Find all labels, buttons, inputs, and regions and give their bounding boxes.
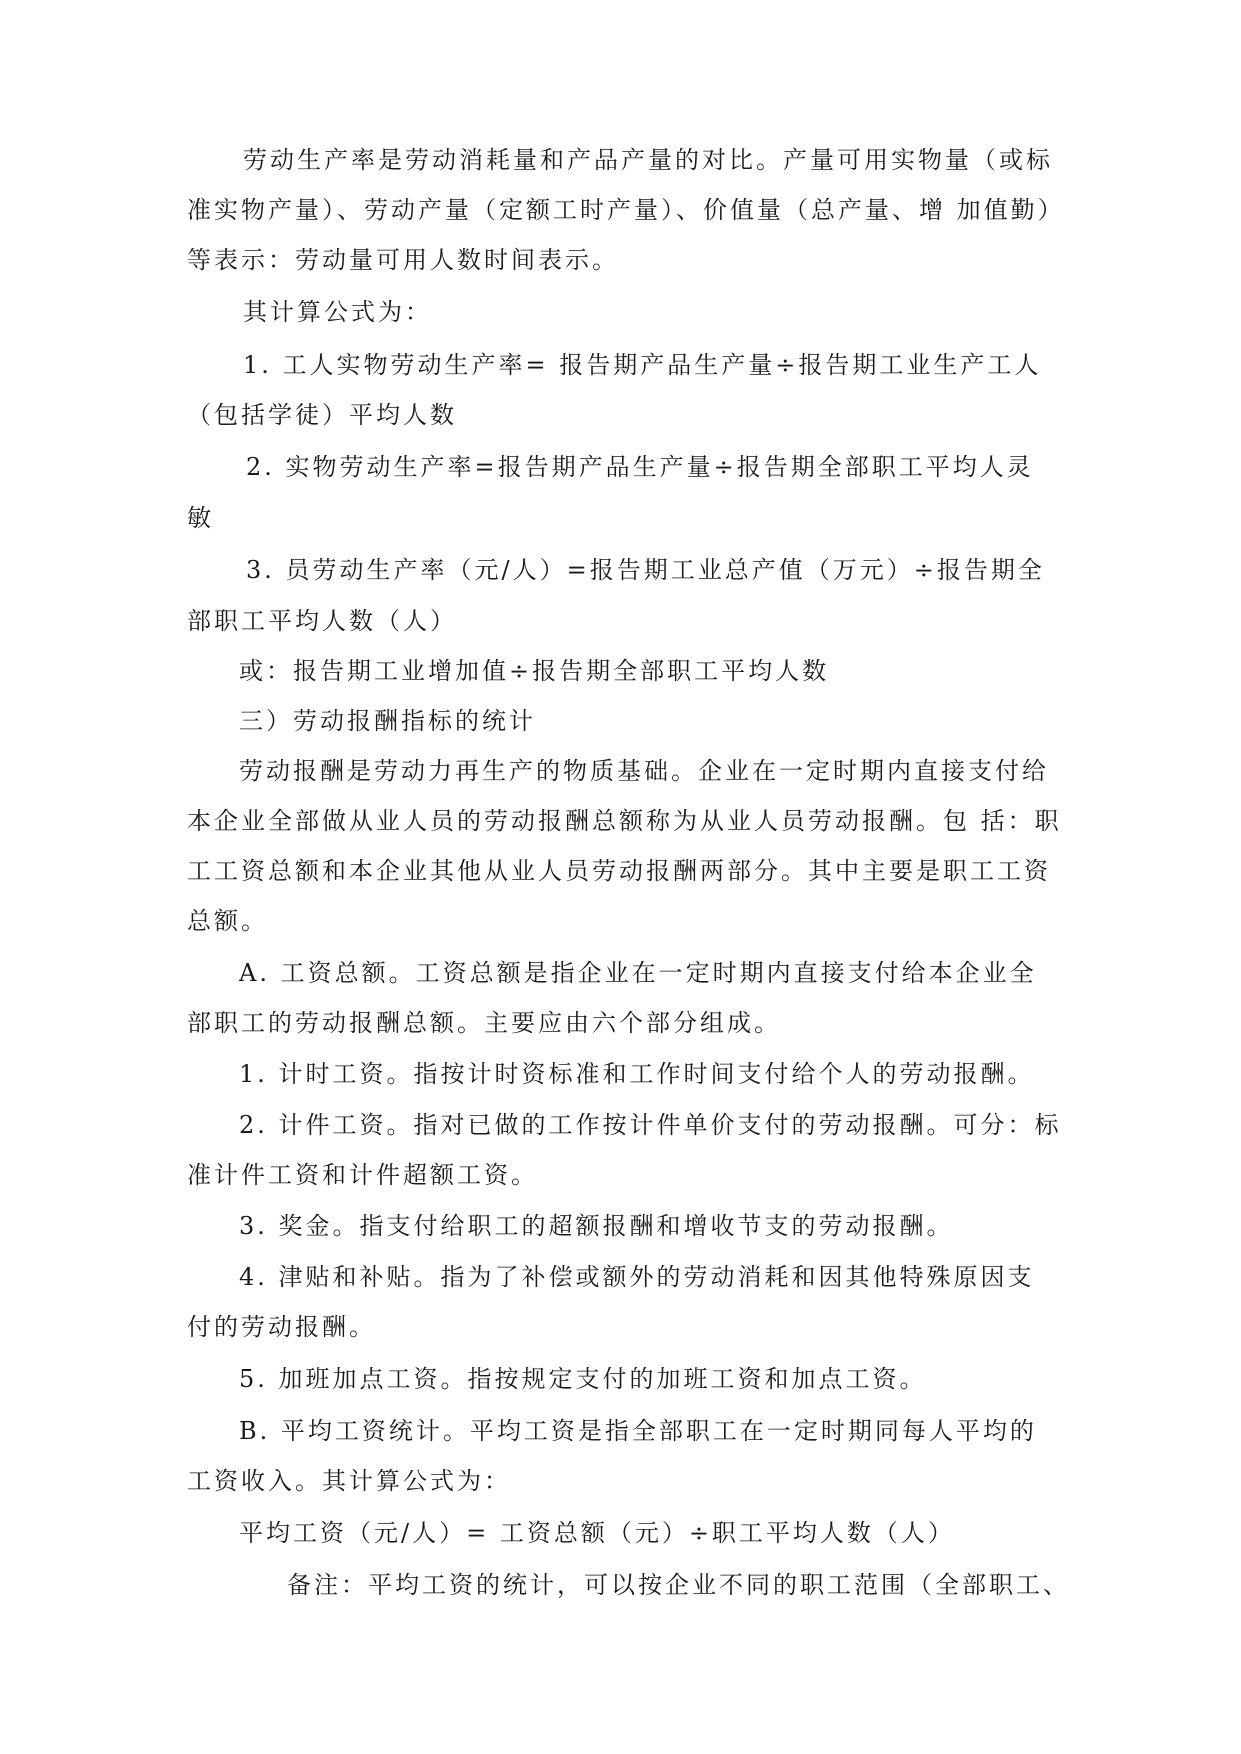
formula-line: 平均工资（元/人）= 工资总额（元）÷职工平均人数（人）: [239, 1519, 955, 1547]
text-line: 劳动生产率是劳动消耗量和产品产量的对比。产量可用实物量（或标: [243, 146, 1053, 174]
text-line: B. 平均工资统计。平均工资是指全部职工在一定时期同每人平均的: [239, 1417, 1037, 1445]
text-line: 工工资总额和本企业其他从业人员劳动报酬两部分。其中主要是职工工资: [187, 857, 1051, 885]
text-line: （包括学徒）平均人数: [187, 401, 457, 429]
text-line: 1. 工人实物劳动生产率= 报告期产品生产量÷报告期工业生产工人: [243, 351, 1042, 379]
text-line: 劳动报酬是劳动力再生产的物质基础。企业在一定时期内直接支付给: [239, 757, 1049, 785]
text-line: 部职工平均人数（人）: [187, 607, 457, 635]
text-line: 总额。: [187, 907, 268, 935]
text-line: 敏: [187, 504, 214, 532]
text-line: 或：报告期工业增加值÷报告期全部职工平均人数: [239, 657, 830, 685]
section-heading: 三）劳动报酬指标的统计: [239, 707, 536, 735]
text-line: 准实物产量）、劳动产量（定额工时产量）、价值量（总产量、增 加值勤）: [187, 196, 1065, 224]
text-line: 3. 员劳动生产率（元/人）=报告期工业总产值（万元）÷报告期全: [246, 556, 1045, 584]
text-line: 其计算公式为：: [243, 298, 432, 326]
text-line: 部职工的劳动报酬总额。主要应由六个部分组成。: [187, 1009, 781, 1037]
text-line: 等表示：劳动量可用人数时间表示。: [187, 246, 619, 274]
text-line: 备注：平均工资的统计，可以按企业不同的职工范围（全部职工、: [287, 1571, 1070, 1599]
text-line: 1. 计时工资。指按计时资标准和工作时间支付给个人的劳动报酬。: [239, 1060, 1035, 1088]
text-line: 3. 奖金。指支付给职工的超额报酬和增收节支的劳动报酬。: [239, 1212, 954, 1240]
text-line: 4. 津贴和补贴。指为了补偿或额外的劳动消耗和因其他特殊原因支: [239, 1263, 1035, 1291]
text-line: 付的劳动报酬。: [187, 1313, 376, 1341]
text-line: 准计件工资和计件超额工资。: [187, 1161, 538, 1189]
text-line: 2. 实物劳动生产率=报告期产品生产量÷报告期全部职工平均人灵: [246, 453, 1034, 481]
text-line: 本企业全部做从业人员的劳动报酬总额称为从业人员劳动报酬。包 括：职: [187, 807, 1062, 835]
text-line: 5. 加班加点工资。指按规定支付的加班工资和加点工资。: [239, 1365, 927, 1393]
text-line: A. 工资总额。工资总额是指企业在一定时期内直接支付给本企业全: [239, 959, 1037, 987]
text-line: 工资收入。其计算公式为：: [187, 1467, 511, 1495]
text-line: 2. 计件工资。指对已做的工作按计件单价支付的劳动报酬。可分：标: [239, 1111, 1062, 1139]
